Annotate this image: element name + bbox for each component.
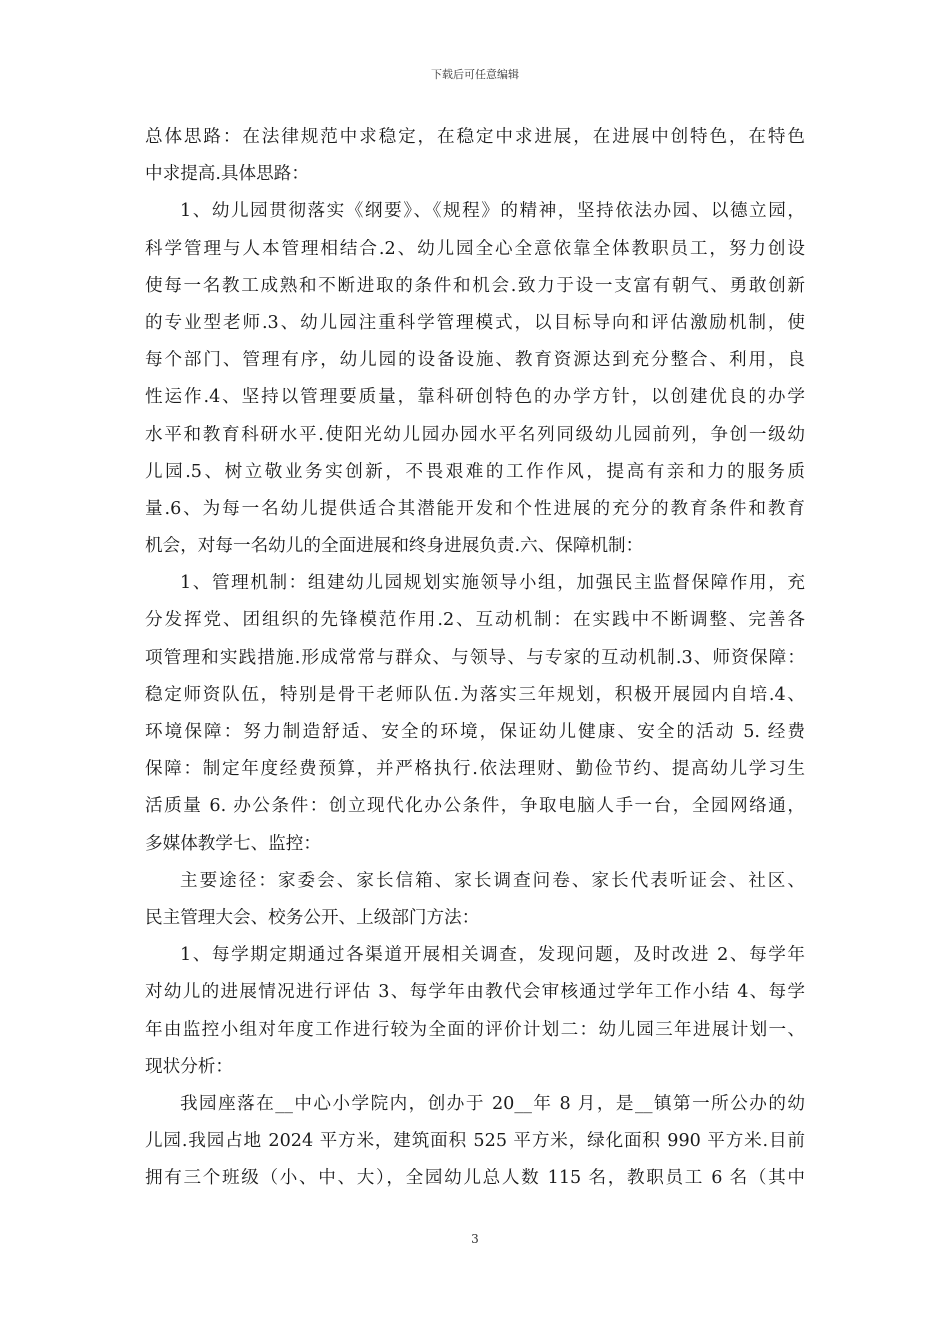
- text-line: 中求提高.具体思路：: [145, 164, 309, 185]
- text-line: 环境保障：努力制造舒适、安全的环境，保证幼儿健康、安全的活动 5. 经费: [145, 722, 805, 742]
- text-line: 现状分析：: [145, 1056, 233, 1077]
- text-line: 活质量 6. 办公条件：创立现代化办公条件，争取电脑人手一台，全园网络通，: [145, 796, 805, 817]
- text-line: 分发挥党、团组织的先锋模范作用.2、互动机制：在实践中不断调整、完善各: [145, 610, 805, 631]
- page-number: 3: [471, 1232, 479, 1246]
- text-line: 我园座落在__中心小学院内，创办于 20__年 8 月，是__镇第一所公办的幼: [180, 1093, 805, 1114]
- text-line: 多媒体教学七、监控：: [145, 833, 321, 854]
- text-line: 性运作.4、坚持以管理要质量，靠科研创特色的办学方针，以创建优良的办学: [145, 387, 805, 408]
- text-line: 主要途径：家委会、家长信箱、家长调查问卷、家长代表听证会、社区、: [180, 870, 805, 891]
- text-line: 1、管理机制：组建幼儿园规划实施领导小组，加强民主监督保障作用，充: [180, 573, 805, 594]
- document-body: [145, 119, 805, 1197]
- text-line: 年由监控小组对年度工作进行较为全面的评价计划二：幼儿园三年进展计划一、: [145, 1019, 805, 1040]
- text-line: 每个部门、管理有序，幼儿园的设备设施、教育资源达到充分整合、利用，良: [145, 350, 805, 371]
- text-line: 的专业型老师.3、幼儿园注重科学管理模式，以目标导向和评估激励机制，使: [145, 312, 805, 333]
- text-line: 儿园.我园占地 2024 平方米，建筑面积 525 平方米，绿化面积 990 平方米.目前: [145, 1131, 805, 1152]
- text-line: 水平和教育科研水平.使阳光幼儿园办园水平名列同级幼儿园前列，争创一级幼: [145, 424, 805, 445]
- text-line: 科学管理与人本管理相结合.2、幼儿园全心全意依靠全体教职员工，努力创设: [145, 238, 805, 259]
- text-line: 1、每学期定期通过各渠道开展相关调查，发现问题，及时改进 2、每学年: [180, 945, 805, 966]
- page-header: 下载后可任意编辑: [431, 68, 519, 81]
- text-line: 保障：制定年度经费预算，并严格执行.依法理财、勤俭节约、提高幼儿学习生: [145, 759, 805, 780]
- text-line: 量.6、为每一名幼儿提供适合其潜能开发和个性进展的充分的教育条件和教育: [145, 498, 805, 519]
- text-line: 项管理和实践措施.形成常常与群众、与领导、与专家的互动机制.3、师资保障：: [145, 647, 805, 668]
- text-line: 1、幼儿园贯彻落实《纲要》、《规程》的精神，坚持依法办园、以德立园，: [180, 201, 805, 222]
- text-line: 拥有三个班级（小、中、大），全园幼儿总人数 115 名，教职员工 6 名（其中: [145, 1168, 805, 1189]
- text-line: 总体思路：在法律规范中求稳定，在稳定中求进展，在进展中创特色，在特色: [145, 127, 805, 147]
- text-line: 对幼儿的进展情况进行评估 3、每学年由教代会审核通过学年工作小结 4、每学: [145, 982, 805, 1003]
- text-line: 稳定师资队伍，特别是骨干老师队伍.为落实三年规划，积极开展园内自培.4、: [145, 684, 805, 705]
- text-line: 儿园.5、树立敬业务实创新，不畏艰难的工作作风，提高有亲和力的服务质: [145, 461, 805, 482]
- text-line: 使每一名教工成熟和不断进取的条件和机会.致力于设一支富有朝气、勇敢创新: [145, 275, 805, 296]
- text-line: 机会，对每一名幼儿的全面进展和终身进展负责.六、保障机制：: [145, 536, 644, 557]
- text-line: 民主管理大会、校务公开、上级部门方法：: [145, 907, 480, 928]
